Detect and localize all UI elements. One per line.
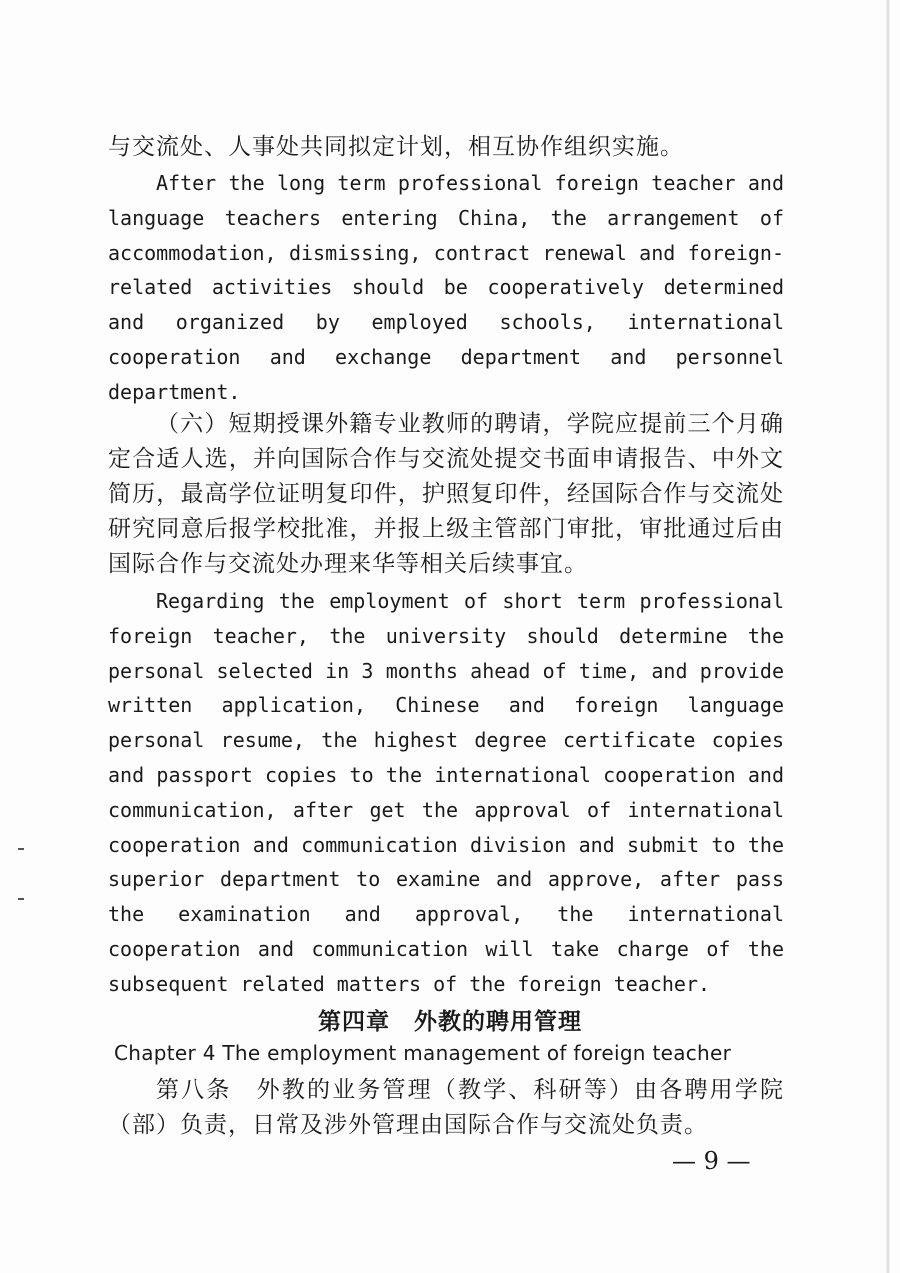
article-text: 第八条 外教的业务管理（教学、科研等）由各聘用学院（部）负责，日常及涉外管理由国际合作与交流处负责。	[108, 1077, 784, 1138]
paragraph-text: Regarding the employment of short term professional foreign teacher, the university should determine the personal selected in 3 months ahead of time, and provide written application, Chinese and foreign language personal resume, the highest degree certificate copies and passport copies to the international cooperation and communication, after get the approval of international cooperation and communication division and submit to the superior department to examine and approve, after pass the examination and approval, the international cooperation and communication will take charge of the subsequent related matters of the foreign teacher.	[108, 589, 784, 996]
paragraph-en-short-term	[108, 584, 784, 1002]
scan-speck	[18, 848, 24, 850]
scan-speck	[18, 898, 24, 900]
chapter-title-cn: 第四章 外教的聘用管理	[318, 1009, 582, 1035]
chapter-title-en: Chapter 4 The employment management of foreign teacher	[114, 1041, 732, 1065]
page-number: — 9 —	[672, 1147, 751, 1175]
paragraph-text: 与交流处、人事处共同拟定计划，相互协作组织实施。	[108, 134, 684, 160]
article-eight	[108, 1073, 784, 1143]
paragraph-en-accommodation	[108, 166, 784, 410]
page-edge-shadow	[886, 0, 890, 1273]
paragraph-text: （六）短期授课外籍专业教师的聘请，学院应提前三个月确定合适人选，并向国际合作与交流处提交书面申请报告、中外文简历，最高学位证明复印件，护照复印件，经国际合作与交流处研究同意后报学校批准，并报上级主管部门审批，审批通过后由国际合作与交流处办理来华等相关后续事宜。	[108, 411, 784, 577]
paragraph-cn-continuation	[108, 130, 784, 165]
paragraph-text: After the long term professional foreign teacher and language teachers entering China, the arrangement of accommodation, dismissing, contract renewal and foreign-related activities should be cooperatively determined and organized by employed schools, international cooperation and exchange department and personnel department.	[108, 171, 784, 404]
paragraph-cn-short-term	[108, 407, 784, 582]
